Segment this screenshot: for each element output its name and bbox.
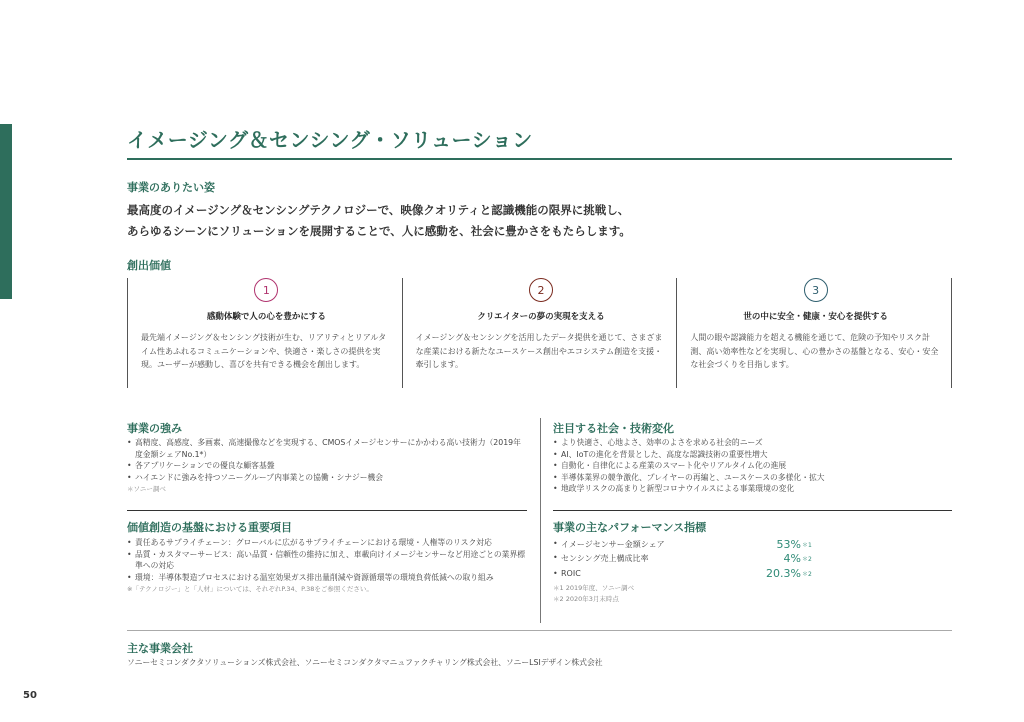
- value-title: 感動体験で人の心を豊かにする: [206, 312, 326, 322]
- list-item: • ハイエンドに強みを持つソニーグループ内事業との協働・シナジー機会: [127, 472, 527, 484]
- trends-list: [553, 437, 952, 495]
- performance-note: ＊1 2019年度、ソニー調べ: [553, 583, 635, 592]
- value-number-badge: 3: [804, 278, 828, 302]
- value-body: 人間の眼や認識能力を超える機能を通じて、危険の予知やリスク計測、高い効率性などを実現し、心の豊かさの基盤となる、安心・安全な社会づくりを目指します。: [690, 333, 939, 369]
- companies-text: ソニーセミコンダクタソリューションズ株式会社、ソニーセミコンダクタマニュファクチャリング株式会社、ソニーLSIデザイン株式会社: [127, 658, 603, 667]
- value-number-badge: 1: [254, 278, 278, 302]
- strengths-list: [127, 437, 527, 483]
- list-item: • 自動化・自律化による産業のスマート化やリアルタイム化の進展: [553, 460, 952, 472]
- kpi-footnote-mark: ＊2: [802, 570, 812, 578]
- foundation-note: ※「テクノロジー」と「人材」については、それぞれP.34、P.38をご参照ください。: [127, 585, 373, 593]
- kpi-value: 53%: [776, 537, 801, 551]
- kpi-footnote-mark: ＊1: [802, 541, 812, 549]
- list-item: • AI、IoTの進化を背景とした、高度な認識技術の重要性増大: [553, 449, 952, 461]
- performance-heading: 事業の主なパフォーマンス指標: [553, 521, 707, 534]
- column-divider: [540, 418, 541, 623]
- values-heading: 創出価値: [127, 259, 171, 272]
- value-card: [127, 278, 402, 388]
- table-row: [553, 566, 853, 581]
- performance-table: [553, 537, 853, 604]
- page-number: 50: [23, 690, 37, 701]
- trends-block: [553, 437, 952, 495]
- divider: [127, 630, 952, 631]
- divider: [553, 510, 952, 511]
- page-title: イメージング＆センシング・ソリューション: [127, 128, 533, 152]
- value-card: [676, 278, 952, 388]
- trends-heading: 注目する社会・技術変化: [553, 422, 674, 435]
- list-item: • 地政学リスクの高まりと新型コロナウイルスによる事業環境の変化: [553, 483, 952, 495]
- strengths-heading: 事業の強み: [127, 422, 182, 435]
- list-item: • 各アプリケーションでの優良な顧客基盤: [127, 460, 527, 472]
- list-item: • 高精度、高感度、多画素、高速撮像などを実現する、CMOSイメージセンサーにかかわる高い技術力（2019年度金額シェアNo.1*）: [127, 437, 527, 460]
- side-accent-bar: [0, 124, 12, 299]
- foundation-list: [127, 537, 527, 583]
- performance-note: ＊2 2020年3月末時点: [553, 594, 619, 603]
- value-number-badge: 2: [529, 278, 553, 302]
- kpi-label: • センシング売上構成比率: [553, 553, 713, 564]
- value-title: 世の中に安全・健康・安心を提供する: [743, 312, 888, 322]
- kpi-footnote-mark: ＊2: [802, 556, 812, 564]
- divider: [127, 510, 527, 511]
- strengths-block: [127, 437, 527, 494]
- value-title: クリエイターの夢の実現を支える: [477, 312, 605, 322]
- list-item: • 品質・カスタマーサービス：高い品質・信頼性の維持に加え、車載向けイメージセンサーなど用途ごとの業界標準への対応: [127, 549, 527, 572]
- title-rule: [127, 158, 952, 160]
- vision-heading: 事業のありたい姿: [127, 181, 215, 194]
- foundation-block: [127, 537, 527, 594]
- vision-statement: [127, 200, 631, 242]
- values-row: [127, 278, 952, 388]
- kpi-value: 4%: [783, 552, 801, 566]
- kpi-value: 20.3%: [766, 566, 801, 580]
- kpi-label: • ROIC: [553, 569, 713, 578]
- foundation-heading: 価値創造の基盤における重要項目: [127, 521, 292, 534]
- list-item: • 環境：半導体製造プロセスにおける温室効果ガス排出量削減や資源循環等の環境負荷低減への取り組み: [127, 572, 527, 584]
- kpi-label: • イメージセンサー金額シェア: [553, 539, 713, 550]
- vision-line-1: 最高度のイメージング＆センシングテクノロジーで、映像クオリティと認識機能の限界に挑戦し、: [127, 203, 630, 217]
- table-row: [553, 537, 853, 552]
- vision-line-2: あらゆるシーンにソリューションを展開することで、人に感動を、社会に豊かさをもたらします。: [127, 224, 631, 238]
- value-card: [402, 278, 677, 388]
- list-item: • より快適さ、心地よさ、効率のよさを求める社会的ニーズ: [553, 437, 952, 449]
- value-body: 最先端イメージング＆センシング技術が生む、リアリティとリアルタイム性あふれるコミュニケーションや、快適さ・楽しさの提供を実現。ユーザーが感動し、喜びを共有できる機会を創出します。: [141, 333, 387, 369]
- companies-heading: 主な事業会社: [127, 642, 193, 655]
- list-item: • 半導体業界の競争激化、プレイヤーの再編と、ユースケースの多様化・拡大: [553, 472, 952, 484]
- value-body: イメージング＆センシングを活用したデータ提供を通じて、さまざまな産業における新たなユースケース創出やエコシステム創造を支援・牽引します。: [415, 333, 663, 369]
- table-row: [553, 552, 853, 567]
- list-item: • 責任あるサプライチェーン：グローバルに広がるサプライチェーンにおける環境・人権等のリスク対応: [127, 537, 527, 549]
- strengths-note: ＊ソニー調べ: [127, 485, 166, 493]
